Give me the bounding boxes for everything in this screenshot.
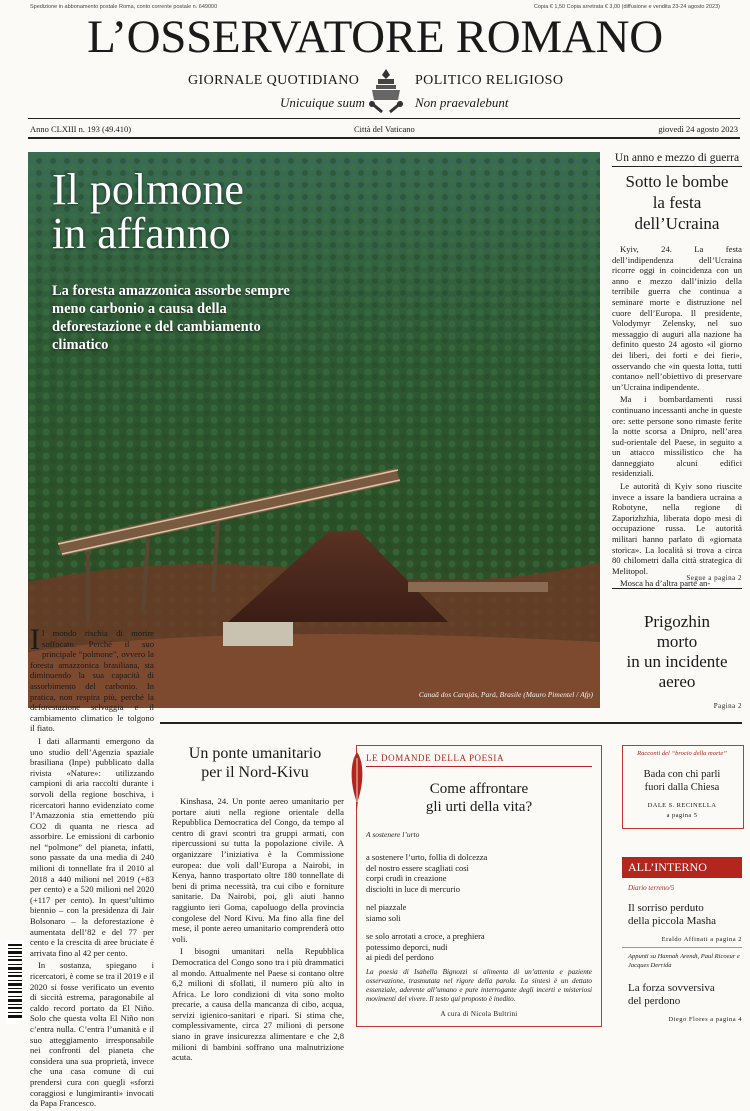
ukraine-kicker: Un anno e mezzo di guerra (614, 152, 740, 164)
masthead-motto-right: Non praevalebunt (415, 95, 509, 110)
poem-line: se solo arrotati a croce, a preghiera (366, 931, 485, 941)
poetry-title (366, 780, 592, 816)
ukraine-para2: Ma i bombardamenti russi continuano incessanti anche in queste ore: sette persone sono rimaste ferite la notte scorsa a Dnipro, nell’area sud-orientale del Paese, in seguito a un attacco missilistico che ha danneggiato alcuni edifici residenziali. (612, 394, 742, 479)
racconti-byline: DALE S. RECINELLA (647, 802, 717, 809)
issue-number: Anno CLXIII n. 193 (49.410) (30, 124, 132, 134)
racconti-kicker: Racconti del “brocio della morte” (637, 750, 727, 757)
lead-title (52, 165, 244, 258)
masthead-sub-left: GIORNALE QUOTIDIANO (188, 73, 360, 88)
ukraine-para1: Kyiv, 24. La festa dell’indipendenza dell’Ucraina ricorre oggi in coincidenza con un anno e mezzo dall’inizio della terribile guerra che continua a seminare morte e distruzione nel cuore dell’Europa. Il presidente, Volodymyr Zelensky, nel suo messaggio di auguri alla nazione ha definito questo 24 agosto «il giorno dei liberi, dei forti e dei fieri», osservando che «in questa lotta, tutti contano» nell’obiettivo di preservare un’Ucraina indipendente. (612, 244, 742, 392)
quill-pen-icon (348, 752, 366, 810)
poem-line: corpi crudi in creazione (366, 873, 447, 883)
poetry-section: LE DOMANDE DELLA POESIA (366, 753, 505, 763)
ukraine-body (612, 244, 742, 589)
lower-rule (160, 722, 742, 724)
prigozhin-jump[interactable]: Pagina 2 (713, 702, 742, 710)
dateline-rule (28, 137, 740, 139)
kivu-title-line2: per il Nord-Kivu (201, 764, 309, 781)
ukraine-para4: Mosca ha d’altra parte an- (620, 578, 711, 589)
interno-kicker2: Appunti su Hannah Arendt, Paul Ricoeur e Jacques Derrida (628, 953, 740, 969)
racconti-title-line1: Bada con chi parli (643, 769, 721, 780)
ukraine-title-line3: dell’Ucraina (634, 214, 720, 233)
ukraine-title (612, 171, 742, 234)
prigozhin-title-line1: Prigozhin (643, 612, 711, 631)
interno-title2-line1: La forza sovversiva (628, 982, 715, 994)
prigozhin-title-line2: morto (656, 632, 698, 651)
kivu-para2: I bisogni umanitari nella Repubblica Democratica del Congo sono tra i più drammatici al mondo. Attualmente nel Paese si contano oltre 6,2 milioni di sfollati, il numero più alto in Africa. Le loro condizioni di vita sono molto precarie, a causa della mancanza di cibo, acqua, servizi igienico-sanitari e ripari. Si stima che, complessivamente, circa 27 milioni di persone siano in grave insicurezza alimentare e che 2,8 milioni di bambini soffrano una malnutrizione acuta. (172, 946, 344, 1063)
top-strip-left: Spedizione in abbonamento postale Roma, conto corrente postale n. 649000 (30, 4, 218, 10)
poetry-byline: A cura di Nicola Bultrini (440, 1010, 518, 1018)
masthead-title: L’OSSERVATORE ROMANO (87, 11, 663, 63)
masthead-rule (28, 118, 740, 119)
interno-title1-line2: della piccola Masha (628, 915, 716, 927)
poem-line: del nostro essere scagliati così (366, 862, 469, 873)
interno-bar: ALL’INTERNO (622, 857, 742, 878)
dateline-place: Città del Vaticano (354, 124, 415, 134)
interno-kicker1: Diario terreno/5 (628, 884, 675, 892)
poem (366, 852, 592, 963)
poem-line: potessimo deporci, nudi (366, 941, 448, 952)
interno-title2-line2: del perdono (628, 995, 681, 1007)
racconti-title (626, 768, 738, 794)
barcode-icon (6, 940, 24, 1024)
masthead-sub-right: POLITICO RELIGIOSO (415, 73, 564, 88)
lead-title-line1: Il polmone (52, 165, 244, 214)
poem-line: nel piazzale (366, 902, 407, 912)
prigozhin-title (612, 612, 742, 692)
photo-caption: Canaã dos Carajás, Pará, Brasile (Mauro Pimentel / Afp) (418, 690, 593, 699)
poetry-section-rule (366, 766, 592, 767)
interno-byline1[interactable]: Eraldo Affinati a pagina 2 (661, 936, 742, 943)
ukraine-article (612, 152, 742, 591)
kivu-body (172, 796, 344, 1065)
racconti-title-line2: fuori dalla Chiesa (644, 782, 720, 793)
poetry-title-line2: gli urti della vita? (425, 799, 533, 815)
interno-title1-line1: Il sorriso perduto (628, 902, 704, 914)
prigozhin-title-line3: in un incidente (626, 652, 728, 671)
ukraine-title-line2: la festa (652, 193, 702, 212)
poem-line: ai piedi del perdono (366, 952, 434, 962)
interno-title2 (628, 982, 742, 1008)
lead-article (30, 623, 154, 1111)
lead-title-line2: in affanno (52, 209, 231, 258)
racconti-jump[interactable]: a pagina 5 (666, 812, 698, 819)
lead-para1: l mondo rischia di morire soffocato. Perché il suo principale “polmone”, ovvero la foresta amazzonica brasiliana, sta diminuendo la sua capacità di assorbimento del carbonio. In pratica, non respira più, perché la deforestazione selvaggia e il cambiamento climatico le tolgono il fiato. (30, 628, 154, 734)
interno-title1 (628, 902, 742, 928)
kivu-title-line1: Un ponte umanitario (188, 745, 322, 762)
masthead-motto-left: Unicuique suum (280, 95, 365, 110)
ukraine-para3: Le autorità di Kyiv sono riuscite invece a issare la bandiera ucraina a Robotyne, nella regione di Zaporizhzhia, liberata dopo mesi di occupazione russa. Le autorità militari hanno parlato di «giornata storica». La località si trova a circa 80 chilometri dalla città strategica di Melitopol. (612, 481, 742, 576)
lead-dropcap: I (30, 623, 40, 656)
lead-deck: La foresta amazzonica assorbe sempre meno carbonio a causa della deforestazione e del cambiamento climatico (52, 283, 290, 353)
poetry-title-line1: Come affrontare (429, 781, 529, 797)
top-strip-right: Copia € 1,50 Copia arretrata € 3,00 (diffusione e vendita 23-24 agosto 2023) (533, 4, 720, 10)
poem-line: a sostenere l’urto, follia di dolcezza (366, 852, 488, 862)
ukraine-jump[interactable]: Segue a pagina 2 (686, 574, 742, 582)
papal-coat-of-arms-icon (362, 66, 410, 116)
kivu-para1: Kinshasa, 24. Un ponte aereo umanitario per portare aiuti nella regione orientale della Repubblica Democratica del Congo, da tempo al centro di gravi scontri tra gruppi armati, con ripercussioni su tutta la popolazione civile. A organizzare l’iniziativa è la Commissione europea: due voli dall’Europa a Nairobi, in Kenya, hanno trasportato oltre 180 tonnellate di beni di prima necessità, tra cui cibo e forniture sanitarie. Da Nairobi, poi, gli aiuti hanno raggiunto ieri Goma, capoluogo della provincia congolese del Nord Kivu. Ma fino alla fine del mese, il ponte aereo umanitario comprenderà otto voli. (172, 796, 344, 944)
kivu-title (166, 744, 344, 782)
ukraine-rule (612, 588, 742, 589)
prigozhin-title-line4: aereo (658, 672, 696, 691)
poetry-note: La poesia di Isabella Bignozzi si alimenta di un’attenta e paziente osservazione, trasmutata nel rigore della parola. La sintesi è un dettato essenziale, aderente all’umano e pure interrogante degli incerti e misteriosi movimenti del vivere. Il testo qui proposto è inedito. (366, 968, 592, 1003)
lead-para3: In sostanza, spiegano i ricercatori, è come se tra il 2019 e il 2020 si fosse verificato un evento di siccità estrema, paragonabile al caldo record portato da El Niño. Solo che questa volta El Niño non c’entra nulla. C’entra l’umanità e il suo atteggiamento irresponsabile nei confronti del pianeta che considera una sua proprietà, invece che una casa comune di cui prendersi cura con quegli «sforzi coraggiosi e lungimiranti» invocati da Papa Francesco. (30, 960, 154, 1109)
poetry-epigraph: A sostenere l’urto (366, 830, 420, 839)
poem-line: siamo soli (366, 912, 401, 923)
dateline-date: giovedì 24 agosto 2023 (658, 124, 738, 134)
interno-rule (622, 947, 742, 948)
lead-para2: I dati allarmanti emergono da uno studio dell’Agenzia spaziale brasiliana (Inpe) pubblicato dalla rivista «Nature»: utilizzando campioni di aria raccolti durante i sorvoli della regione boschiva, i ricercatori hanno evidenziato come l’Amazzonia stia emettendo più CO2 di quanta ne riesca ad assorbire. Le emissioni di carbonio nel “polmone” del pianeta, infatti, sono passate da una media di 240 milioni di tonnellate fra il 2010 al 2018 a 440 milioni nel 2019 (+83 per cento) e a 520 milioni nel 2020 (+117 per cento). In quest’ultimo biennio – con la presidenza di Jair Bolsonaro – la deforestazione è aumentata dell’82 e del 77 per cento e la crescita di aree bruciate è arrivata fino al 42 per cento. (30, 735, 154, 958)
ukraine-title-line1: Sotto le bombe (625, 172, 729, 191)
interno-byline2[interactable]: Diego Flores a pagina 4 (668, 1016, 742, 1023)
poem-line: disciolti in luce di mercurio (366, 883, 460, 894)
ukraine-kicker-rule (612, 166, 742, 167)
